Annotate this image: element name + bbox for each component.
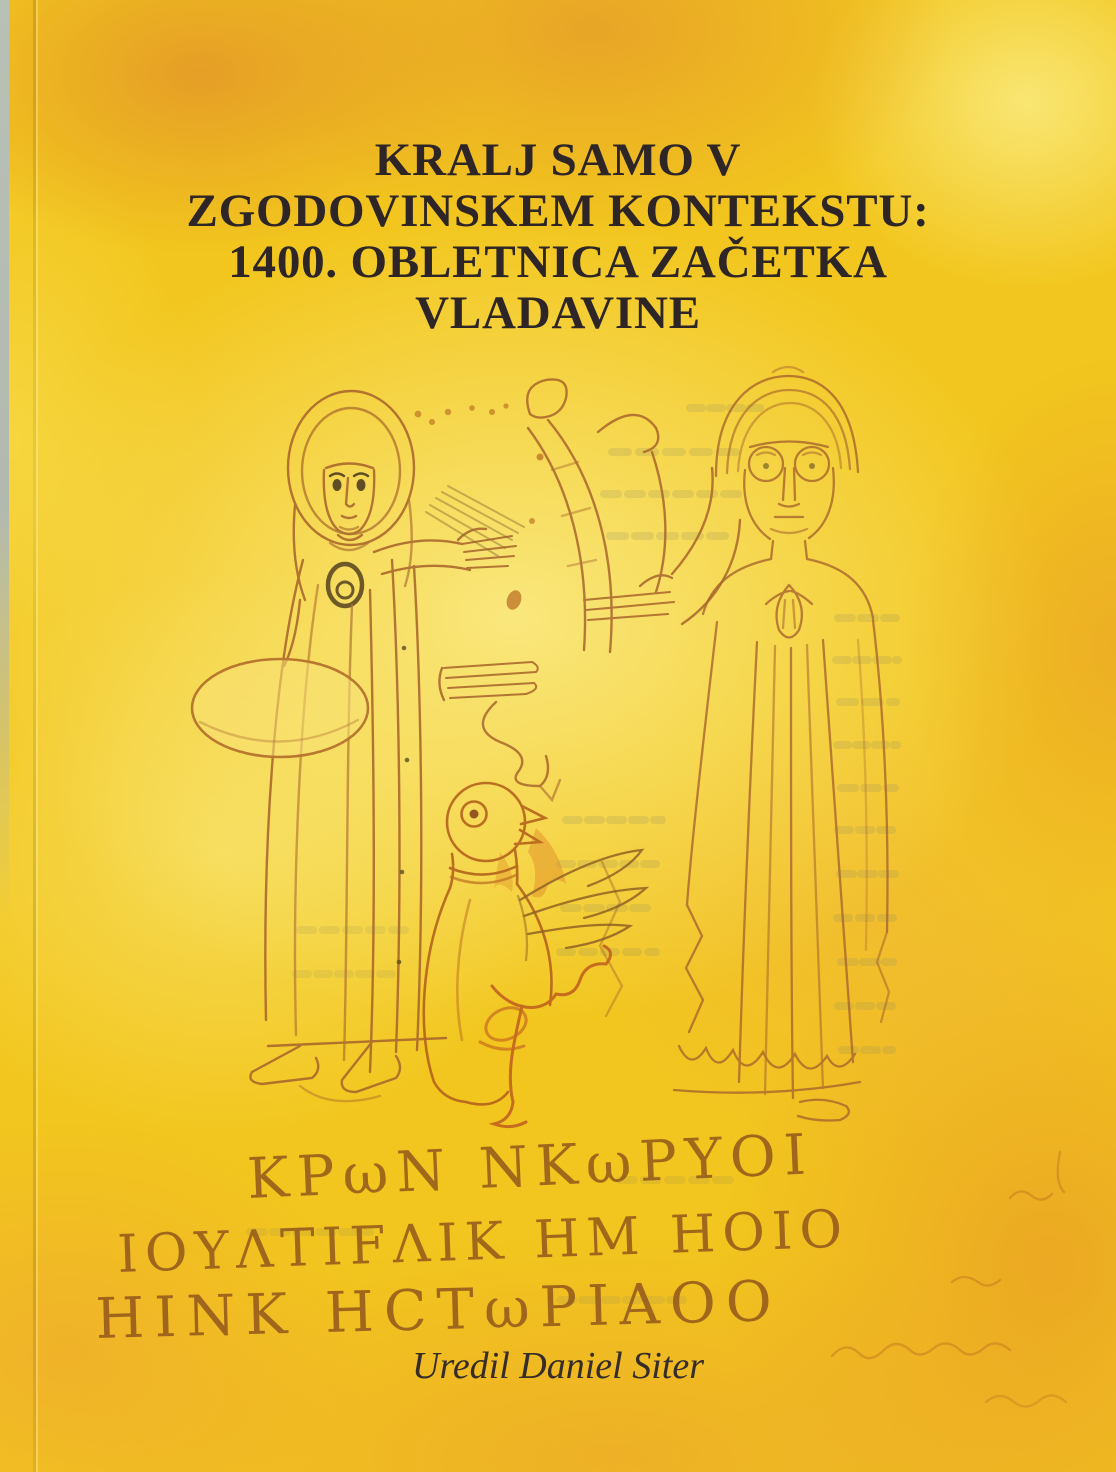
- left-figure: [192, 391, 538, 1101]
- title-line-3: 1400. OBLETNICA ZAČETKA: [228, 236, 888, 288]
- manuscript-line-2: ΙΟΥΛΤΙFΛΙΚ ΗΜ ΗΟΙΟ: [116, 1199, 851, 1285]
- rust-dots: [415, 403, 509, 425]
- manuscript-script: [95, 1122, 850, 1352]
- editor-line: Uredil Daniel Siter: [412, 1345, 704, 1387]
- carried-animal: [483, 379, 740, 800]
- title-line-2: ZGODOVINSKEM KONTEKSTU:: [186, 185, 930, 237]
- title-line-4: VLADAVINE: [415, 287, 701, 339]
- manuscript-line-3: ΗΙΝΚ ΗCΤωΡΙΑΟΟ: [94, 1269, 783, 1352]
- manuscript-line-1: ΚΡωΝ ΝΚωΡΥΟΙ: [245, 1122, 816, 1212]
- title-line-1: KRALJ SAMO V: [374, 134, 742, 186]
